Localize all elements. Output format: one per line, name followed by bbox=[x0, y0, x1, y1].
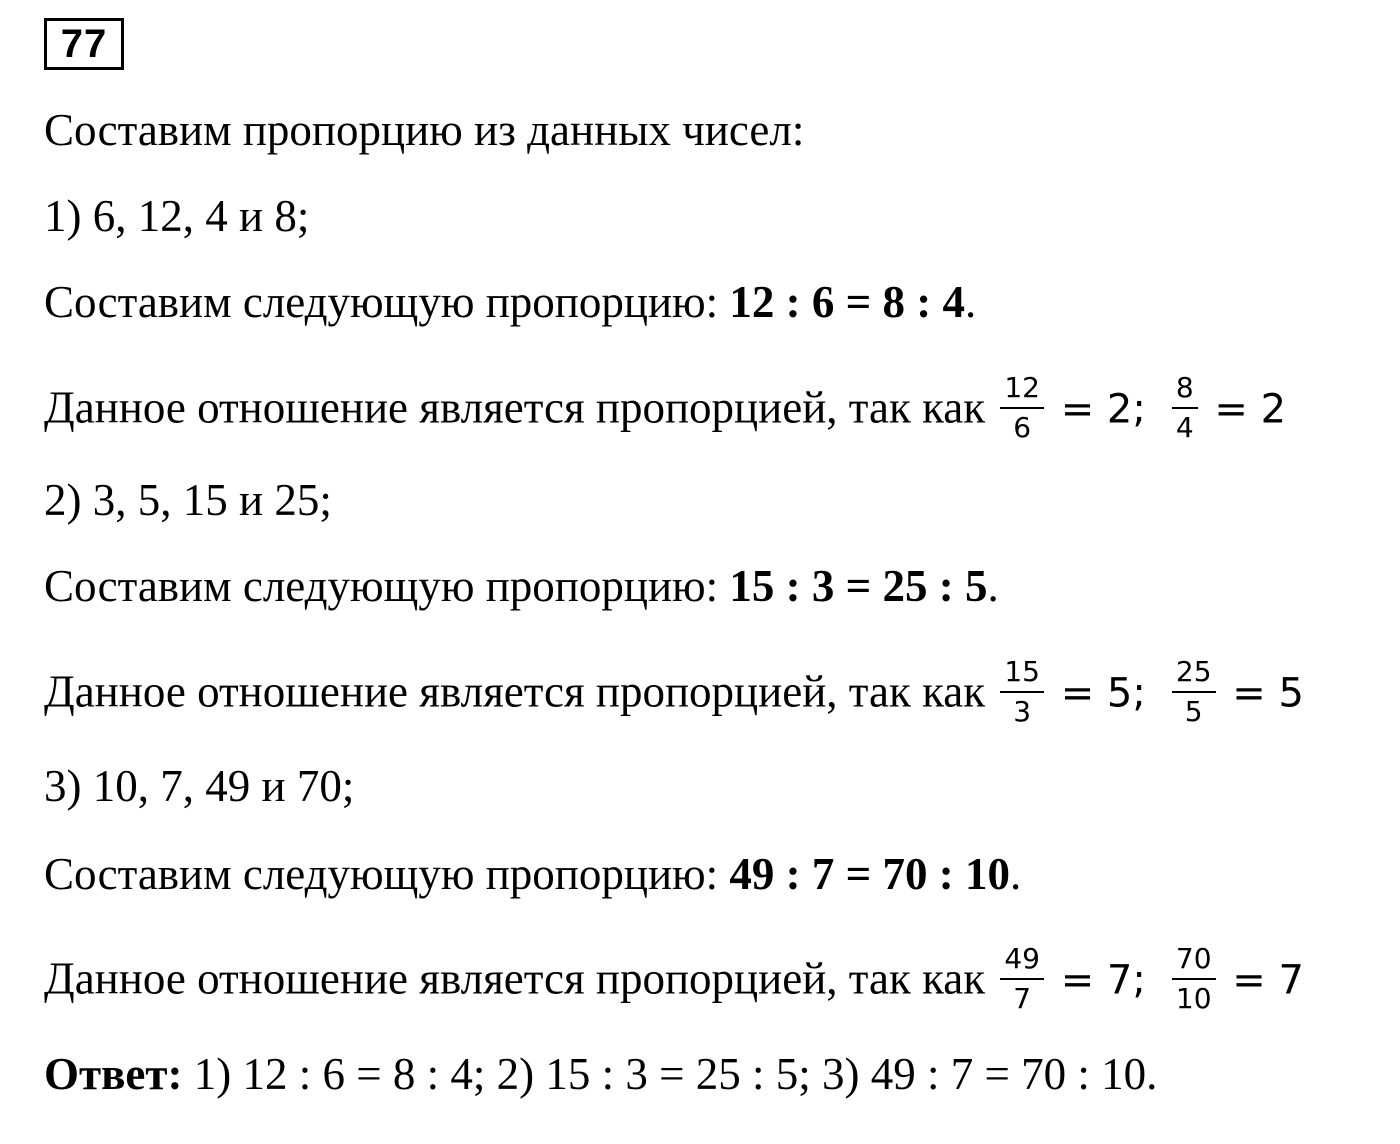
part2-fraction-1-numerator: 15 bbox=[1000, 655, 1044, 693]
part2-equals-1: = 5 bbox=[1047, 670, 1133, 717]
part2-fraction-2 bbox=[1172, 655, 1216, 729]
task-number-box: 77 bbox=[44, 18, 124, 70]
part1-fraction-1-denominator: 6 bbox=[1013, 411, 1032, 444]
part1-numbers: 1) 6, 12, 4 и 8; bbox=[44, 191, 310, 241]
part1-compose-line bbox=[44, 276, 976, 328]
part3-numbers: 3) 10, 7, 49 и 70; bbox=[44, 761, 355, 811]
part2-because-text: Данное отношение является пропорцией, так как bbox=[44, 666, 997, 717]
part3-fraction-1 bbox=[1000, 942, 1044, 1016]
part1-fraction-1-numerator: 12 bbox=[1000, 371, 1044, 409]
part3-equals-2: = 7 bbox=[1219, 957, 1304, 1004]
part2-proportion: 15 : 3 = 25 : 5 bbox=[729, 561, 988, 611]
part3-fraction-2-denominator: 10 bbox=[1175, 982, 1212, 1015]
part1-equals-1: = 2 bbox=[1047, 386, 1133, 433]
part3-fraction-1-denominator: 7 bbox=[1013, 982, 1032, 1015]
part3-compose-prefix: Составим следующую пропорцию: bbox=[44, 849, 730, 899]
part2-equals-2: = 5 bbox=[1219, 670, 1304, 717]
part2-fraction-2-numerator: 25 bbox=[1172, 655, 1216, 693]
part1-because-line bbox=[44, 371, 1287, 449]
part3-separator: ; bbox=[1132, 957, 1146, 1004]
part1-fraction-1 bbox=[1000, 371, 1044, 445]
part2-fraction-1-denominator: 3 bbox=[1013, 695, 1032, 728]
part1-fraction-2-denominator: 4 bbox=[1175, 411, 1194, 444]
part3-because-line bbox=[44, 942, 1304, 1020]
part1-separator: ; bbox=[1132, 386, 1146, 433]
part3-fraction-2 bbox=[1172, 942, 1216, 1016]
part1-period: . bbox=[965, 277, 977, 327]
part3-proportion: 49 : 7 = 70 : 10 bbox=[729, 849, 1011, 899]
part2-compose-prefix: Составим следующую пропорцию: bbox=[44, 561, 730, 611]
part1-proportion: 12 : 6 = 8 : 4 bbox=[729, 277, 966, 327]
answer-text: 1) 12 : 6 = 8 : 4; 2) 15 : 3 = 25 : 5; 3) 49 : 7 = 70 : 10. bbox=[182, 1049, 1158, 1099]
answer-line bbox=[44, 1048, 1157, 1100]
part1-equals-2: = 2 bbox=[1201, 386, 1287, 433]
part2-numbers: 2) 3, 5, 15 и 25; bbox=[44, 475, 332, 525]
part3-because-text: Данное отношение является пропорцией, так как bbox=[44, 953, 997, 1004]
part2-period: . bbox=[987, 561, 999, 611]
part1-because-text: Данное отношение является пропорцией, так как bbox=[44, 382, 997, 433]
part1-compose-prefix: Составим следующую пропорцию: bbox=[44, 277, 730, 327]
answer-label: Ответ: bbox=[44, 1049, 183, 1099]
part3-compose-line bbox=[44, 848, 1021, 900]
part2-fraction-1 bbox=[1000, 655, 1044, 729]
part2-fraction-2-denominator: 5 bbox=[1184, 695, 1203, 728]
part1-fraction-2 bbox=[1172, 371, 1198, 445]
part3-period: . bbox=[1010, 849, 1022, 899]
part2-because-line bbox=[44, 655, 1304, 733]
part3-fraction-2-numerator: 70 bbox=[1172, 942, 1216, 980]
part2-compose-line bbox=[44, 560, 999, 612]
part2-separator: ; bbox=[1132, 670, 1146, 717]
intro-line: Составим пропорцию из данных чисел: bbox=[44, 105, 805, 155]
part1-fraction-2-numerator: 8 bbox=[1172, 371, 1198, 409]
part3-fraction-1-numerator: 49 bbox=[1000, 942, 1044, 980]
part3-equals-1: = 7 bbox=[1047, 957, 1133, 1004]
